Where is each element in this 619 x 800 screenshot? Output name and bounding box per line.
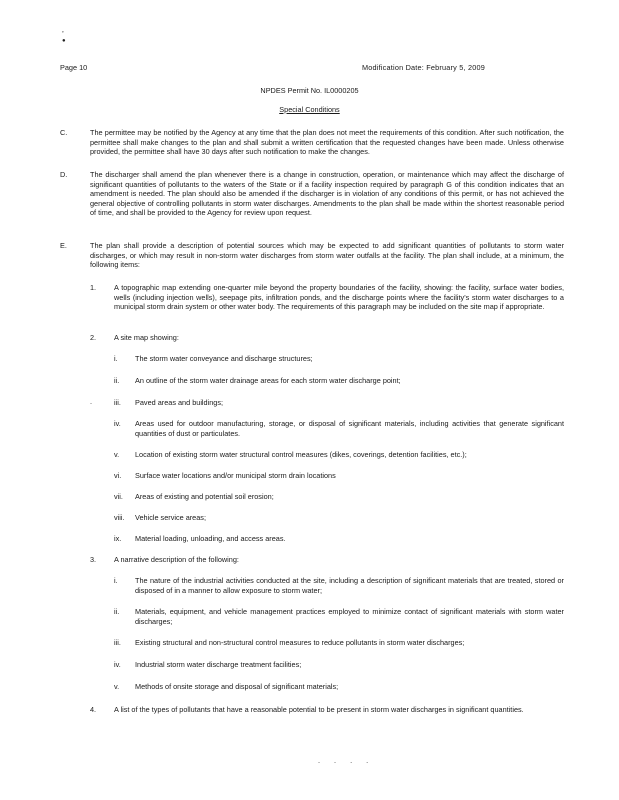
item-text: A list of the types of pollutants that have a reasonable potential to be present in storm water discharges in significant quantities. bbox=[114, 705, 524, 714]
item-text: A narrative description of the following: bbox=[114, 555, 239, 564]
item-number: 3. bbox=[90, 555, 97, 564]
subitem-text: Areas used for outdoor manufacturing, storage, or disposal of significant materials, including activities that generate significant quantities of dust or particulates. bbox=[135, 419, 564, 438]
paragraph-e-text: The plan shall provide a description of potential sources which may be expected to add significant quantities of pollutants to storm water discharges, or which may result in non-storm water discharges from storm water outfalls at the facility. The plan shall include, at a minimum, the following items: bbox=[90, 241, 564, 270]
subitem-text: Industrial storm water discharge treatment facilities; bbox=[135, 660, 302, 669]
paragraph-c-text: The permittee may be notified by the Agency at any time that the plan does not meet the requirements of this condition. After such notification, the permittee shall make changes to the plan and shall submit a written certification that the requested changes have been made. Unless otherwise provided, the permittee shall have 30 days after such notification to make the changes. bbox=[90, 128, 564, 157]
subitem-numeral: iii. bbox=[114, 638, 121, 647]
subitem-text: Material loading, unloading, and access areas. bbox=[135, 534, 286, 543]
subitem-numeral: v. bbox=[114, 450, 120, 459]
paragraph-letter-e: E. bbox=[60, 241, 67, 250]
subitem-text: Surface water locations and/or municipal storm drain locations bbox=[135, 471, 336, 480]
subitem-text: An outline of the storm water drainage areas for each storm water discharge point; bbox=[135, 376, 401, 385]
subitem-text: Existing structural and non-structural control measures to reduce pollutants in storm water discharges; bbox=[135, 638, 465, 647]
item-text: A site map showing: bbox=[114, 333, 179, 342]
subitem-text: The storm water conveyance and discharge structures; bbox=[135, 354, 313, 363]
paragraph-letter-c: C. bbox=[60, 128, 68, 137]
paragraph-d-text: The discharger shall amend the plan whenever there is a change in construction, operation, or maintenance which may affect the discharge of significant quantities of pollutants to the waters of the State or if a facility inspection required by paragraph G of this condition indicates that an amendment is needed. The plan should also be amended if the discharger is in violation of any conditions of this permit, or has not achieved the general objective of controlling pollutants in storm water discharges. Amendments to the plan shall be made within the shortest reasonable period of time, and shall be provided to the Agency for review upon request. bbox=[90, 170, 564, 218]
subitem-numeral: i. bbox=[114, 576, 118, 585]
subitem-numeral: iii. bbox=[114, 398, 121, 407]
page-number: Page 10 bbox=[60, 63, 88, 72]
modification-date: Modification Date: February 5, 2009 bbox=[362, 63, 486, 72]
subitem-numeral: ii. bbox=[114, 376, 120, 385]
subitem-text: Methods of onsite storage and disposal of significant materials; bbox=[135, 682, 339, 691]
subitem-numeral: viii. bbox=[114, 513, 125, 522]
item-number: 2. bbox=[90, 333, 97, 342]
subitem-text: The nature of the industrial activities conducted at the site, including a description of significant materials that are treated, stored or disposed of in a manner to allow exposure to storm water; bbox=[135, 576, 564, 595]
subitem-numeral: ix. bbox=[114, 534, 122, 543]
scan-mark: . . . . bbox=[318, 756, 375, 765]
subitem-numeral: vi. bbox=[114, 471, 122, 480]
section-title: Special Conditions bbox=[279, 105, 340, 114]
subitem-numeral: i. bbox=[114, 354, 118, 363]
subitem-text: Materials, equipment, and vehicle management practices employed to minimize contact of significant materials with storm water discharges; bbox=[135, 607, 564, 626]
permit-number: NPDES Permit No. IL0000205 bbox=[260, 86, 359, 95]
subitem-numeral: iv. bbox=[114, 419, 121, 428]
item-number: 1. bbox=[90, 283, 97, 292]
subitem-text: Paved areas and buildings; bbox=[135, 398, 224, 407]
subitem-numeral: ii. bbox=[114, 607, 120, 616]
scan-mark: ● bbox=[62, 38, 66, 44]
subitem-text: Areas of existing and potential soil erosion; bbox=[135, 492, 274, 501]
item-text: A topographic map extending one-quarter mile beyond the property boundaries of the facility, showing: the facility, surface water bodies, wells (including injection wells), seepage pits, infiltration ponds, and the discharge points where the facility's storm water discharges to a municipal storm drain system or other water body. The requirements of this paragraph may be included on the site map if appropriate. bbox=[114, 283, 564, 312]
scan-mark: ’ bbox=[62, 30, 64, 39]
subitem-text: Location of existing storm water structural control measures (dikes, coverings, detention facilities, etc.); bbox=[135, 450, 467, 459]
subitem-numeral: iv. bbox=[114, 660, 121, 669]
scan-mark: . bbox=[90, 397, 93, 406]
paragraph-letter-d: D. bbox=[60, 170, 68, 179]
subitem-text: Vehicle service areas; bbox=[135, 513, 206, 522]
item-number: 4. bbox=[90, 705, 97, 714]
subitem-numeral: v. bbox=[114, 682, 120, 691]
subitem-numeral: vii. bbox=[114, 492, 123, 501]
